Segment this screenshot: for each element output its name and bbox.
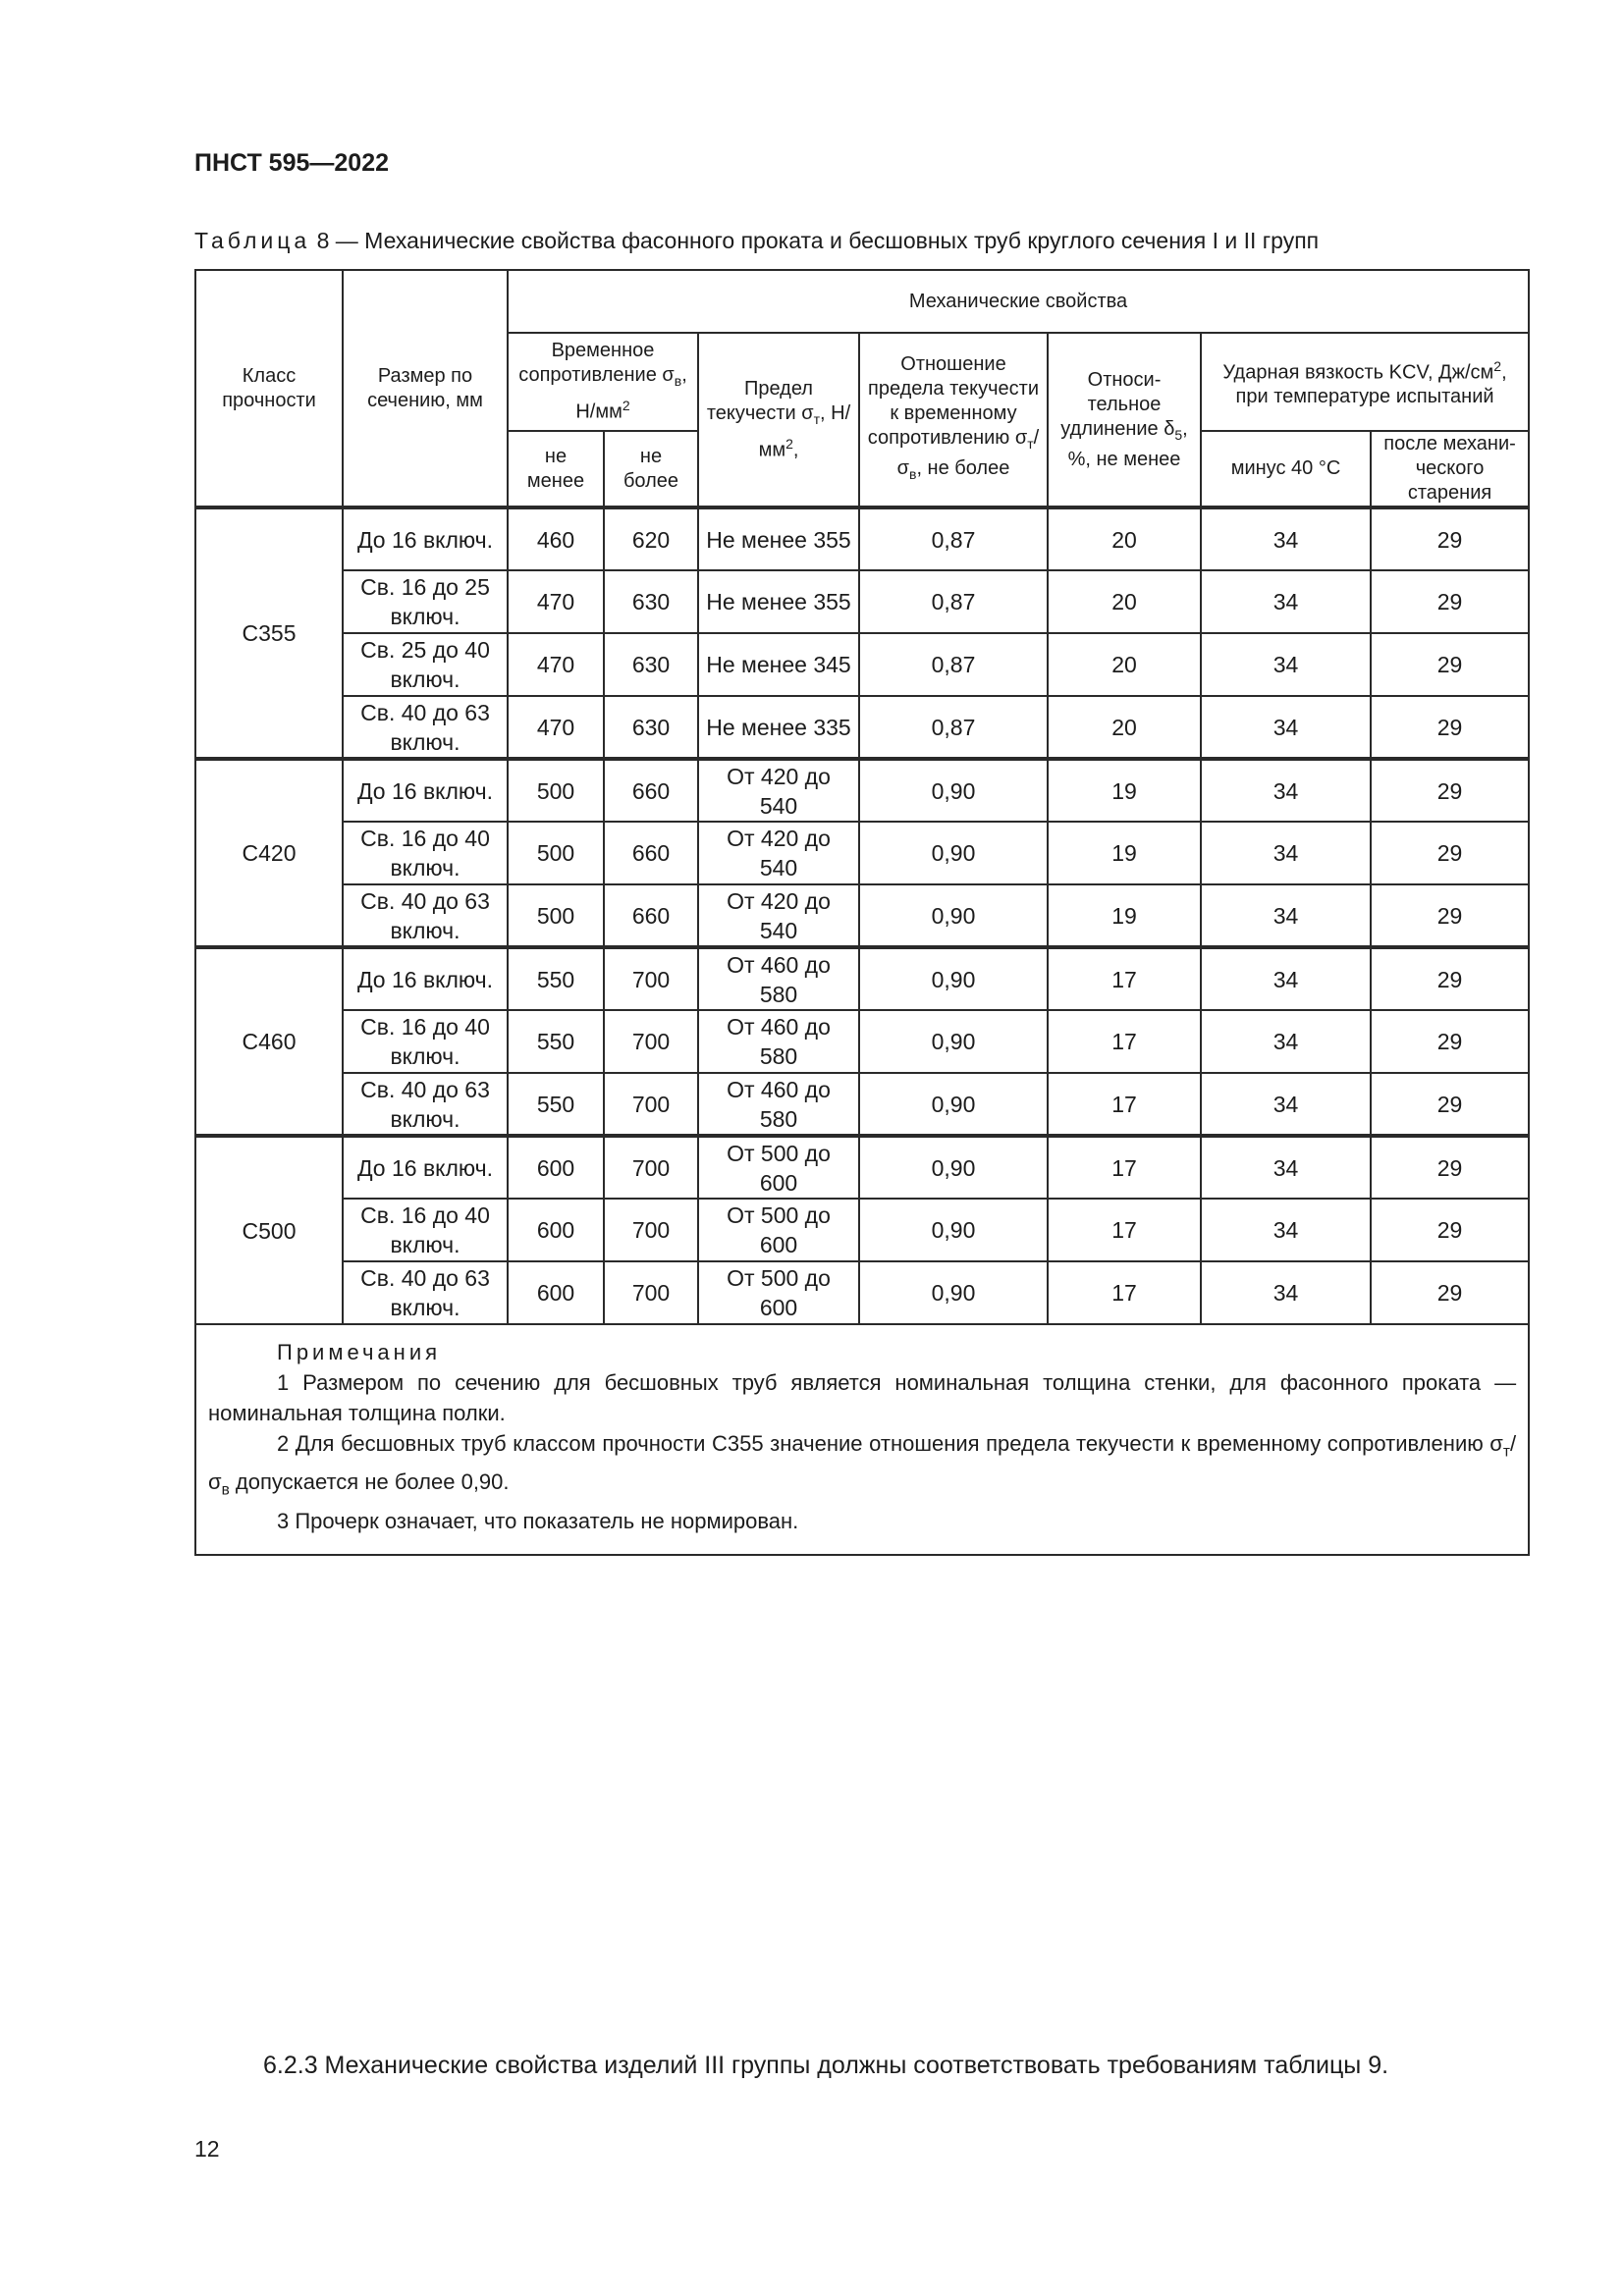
elongation-cell: 17 xyxy=(1048,947,1201,1010)
impact-minus40-cell: 34 xyxy=(1201,947,1371,1010)
size-cell: Св. 40 до 63 включ. xyxy=(343,884,508,947)
page-number: 12 xyxy=(194,2136,220,2162)
impact-minus40-cell: 34 xyxy=(1201,507,1371,570)
tensile-min-cell: 500 xyxy=(508,759,604,822)
elongation-cell: 20 xyxy=(1048,696,1201,759)
yield-strength-cell: От 500 до 600 xyxy=(698,1136,859,1199)
paragraph-6-2-3: 6.2.3 Механические свойства изделий III группы должны соответствовать требованиям таблицы 9. xyxy=(263,2052,1389,2079)
note-2: 2 Для бесшовных труб классом прочности С355 значение отношения предела текучести к временному сопротивлению $\sigma_т/\sigma_в$ допускается не более 0,90. xyxy=(208,1431,1517,1499)
tensile-max-cell: 630 xyxy=(604,696,698,759)
impact-aging-cell: 29 xyxy=(1371,884,1529,947)
impact-aging-cell: 29 xyxy=(1371,947,1529,1010)
impact-minus40-cell: 34 xyxy=(1201,1261,1371,1324)
tensile-min-cell: 550 xyxy=(508,1073,604,1136)
tensile-max-cell: 660 xyxy=(604,822,698,884)
yield-strength-cell: От 420 до 540 xyxy=(698,884,859,947)
tensile-max-cell: 700 xyxy=(604,947,698,1010)
size-cell: Св. 40 до 63 включ. xyxy=(343,1073,508,1136)
impact-minus40-cell: 34 xyxy=(1201,1199,1371,1261)
header-impact-after-aging: после механи-ческого старения xyxy=(1371,431,1529,507)
yield-strength-cell: От 460 до 580 xyxy=(698,1010,859,1073)
yield-strength-cell: От 500 до 600 xyxy=(698,1199,859,1261)
tensile-max-cell: 700 xyxy=(604,1010,698,1073)
table-row xyxy=(195,1010,1529,1073)
yield-strength-cell: От 420 до 540 xyxy=(698,822,859,884)
size-cell: Св. 25 до 40 включ. xyxy=(343,633,508,696)
impact-aging-cell: 29 xyxy=(1371,1010,1529,1073)
yield-ratio-cell: 0,87 xyxy=(859,507,1048,570)
size-cell: До 16 включ. xyxy=(343,759,508,822)
elongation-cell: 17 xyxy=(1048,1073,1201,1136)
elongation-cell: 20 xyxy=(1048,507,1201,570)
header-strength-class: Класс прочности xyxy=(195,270,343,507)
elongation-cell: 17 xyxy=(1048,1136,1201,1199)
yield-ratio-cell: 0,90 xyxy=(859,1136,1048,1199)
note-1: 1 Размером по сечению для бесшовных труб является номинальная толщина стенки, для фасонного проката — номинальная толщина полки. xyxy=(208,1370,1517,1425)
tensile-min-cell: 600 xyxy=(508,1199,604,1261)
yield-ratio-cell: 0,90 xyxy=(859,759,1048,822)
tensile-max-cell: 700 xyxy=(604,1199,698,1261)
yield-strength-cell: От 460 до 580 xyxy=(698,1073,859,1136)
tensile-max-cell: 630 xyxy=(604,570,698,633)
impact-minus40-cell: 34 xyxy=(1201,884,1371,947)
table-row xyxy=(195,696,1529,759)
tensile-min-cell: 500 xyxy=(508,884,604,947)
strength-class-cell: С420 xyxy=(195,759,343,947)
impact-minus40-cell: 34 xyxy=(1201,1010,1371,1073)
tensile-max-cell: 660 xyxy=(604,759,698,822)
elongation-cell: 19 xyxy=(1048,884,1201,947)
header-impact-minus40: минус 40 °С xyxy=(1201,431,1371,507)
elongation-cell: 19 xyxy=(1048,759,1201,822)
size-cell: Св. 16 до 25 включ. xyxy=(343,570,508,633)
header-mechanical-properties: Механические свойства xyxy=(508,270,1529,333)
header-tensile-min: не менее xyxy=(508,431,604,507)
impact-minus40-cell: 34 xyxy=(1201,570,1371,633)
yield-strength-cell: Не менее 355 xyxy=(698,570,859,633)
elongation-cell: 17 xyxy=(1048,1261,1201,1324)
yield-ratio-cell: 0,90 xyxy=(859,947,1048,1010)
table-row xyxy=(195,822,1529,884)
elongation-cell: 17 xyxy=(1048,1010,1201,1073)
yield-ratio-cell: 0,90 xyxy=(859,884,1048,947)
tensile-max-cell: 700 xyxy=(604,1073,698,1136)
header-tensile-max: не более xyxy=(604,431,698,507)
header-yield-strength: Предел текучести $\sigma_т$, $Н/мм^2$, xyxy=(698,333,859,507)
yield-ratio-cell: 0,87 xyxy=(859,696,1048,759)
table-caption-text: 8 — Механические свойства фасонного проката и бесшовных труб круглого сечения I и II групп xyxy=(310,228,1320,253)
impact-minus40-cell: 34 xyxy=(1201,696,1371,759)
impact-aging-cell: 29 xyxy=(1371,1136,1529,1199)
yield-ratio-cell: 0,87 xyxy=(859,633,1048,696)
tensile-min-cell: 500 xyxy=(508,822,604,884)
tensile-min-cell: 470 xyxy=(508,633,604,696)
size-cell: Св. 16 до 40 включ. xyxy=(343,1010,508,1073)
tensile-min-cell: 470 xyxy=(508,570,604,633)
table-caption xyxy=(194,228,1319,254)
table-row xyxy=(195,1073,1529,1136)
impact-minus40-cell: 34 xyxy=(1201,633,1371,696)
size-cell: Св. 16 до 40 включ. xyxy=(343,1199,508,1261)
yield-ratio-cell: 0,90 xyxy=(859,1199,1048,1261)
table-row xyxy=(195,947,1529,1010)
table-row xyxy=(195,884,1529,947)
strength-class-cell: С355 xyxy=(195,507,343,759)
strength-class-cell: С500 xyxy=(195,1136,343,1324)
header-elongation: Относи-тельное удлинение $\delta_5$, %, не менее xyxy=(1048,333,1201,507)
size-cell: Св. 40 до 63 включ. xyxy=(343,1261,508,1324)
impact-minus40-cell: 34 xyxy=(1201,1073,1371,1136)
size-cell: До 16 включ. xyxy=(343,507,508,570)
tensile-max-cell: 700 xyxy=(604,1136,698,1199)
mechanical-properties-table xyxy=(194,269,1530,1556)
size-cell: До 16 включ. xyxy=(343,1136,508,1199)
yield-ratio-cell: 0,87 xyxy=(859,570,1048,633)
yield-strength-cell: Не менее 345 xyxy=(698,633,859,696)
impact-aging-cell: 29 xyxy=(1371,633,1529,696)
size-cell: Св. 16 до 40 включ. xyxy=(343,822,508,884)
impact-minus40-cell: 34 xyxy=(1201,1136,1371,1199)
tensile-max-cell: 700 xyxy=(604,1261,698,1324)
size-cell: До 16 включ. xyxy=(343,947,508,1010)
table-row xyxy=(195,759,1529,822)
notes-title: Примечания xyxy=(277,1340,442,1364)
table-row xyxy=(195,633,1529,696)
yield-ratio-cell: 0,90 xyxy=(859,822,1048,884)
impact-aging-cell: 29 xyxy=(1371,759,1529,822)
elongation-cell: 17 xyxy=(1048,1199,1201,1261)
header-yield-ratio: Отношение предела текучести к временному сопротивлению $\sigma_т/\sigma_в$, не более xyxy=(859,333,1048,507)
impact-aging-cell: 29 xyxy=(1371,822,1529,884)
tensile-min-cell: 470 xyxy=(508,696,604,759)
impact-aging-cell: 29 xyxy=(1371,507,1529,570)
yield-strength-cell: Не менее 355 xyxy=(698,507,859,570)
elongation-cell: 20 xyxy=(1048,633,1201,696)
impact-aging-cell: 29 xyxy=(1371,570,1529,633)
impact-aging-cell: 29 xyxy=(1371,1261,1529,1324)
table-row xyxy=(195,1199,1529,1261)
table-caption-label: Таблица xyxy=(194,228,311,253)
tensile-max-cell: 620 xyxy=(604,507,698,570)
tensile-min-cell: 460 xyxy=(508,507,604,570)
tensile-min-cell: 550 xyxy=(508,1010,604,1073)
header-impact-toughness: Ударная вязкость KCV, $Дж/см^2$, при температуре испытаний xyxy=(1201,333,1529,431)
elongation-cell: 19 xyxy=(1048,822,1201,884)
yield-strength-cell: Не менее 335 xyxy=(698,696,859,759)
table-row xyxy=(195,570,1529,633)
table-row xyxy=(195,1136,1529,1199)
impact-aging-cell: 29 xyxy=(1371,696,1529,759)
impact-aging-cell: 29 xyxy=(1371,1199,1529,1261)
impact-aging-cell: 29 xyxy=(1371,1073,1529,1136)
tensile-max-cell: 630 xyxy=(604,633,698,696)
impact-minus40-cell: 34 xyxy=(1201,822,1371,884)
size-cell: Св. 40 до 63 включ. xyxy=(343,696,508,759)
header-tensile-strength: Временное сопротивление $\sigma_в$, $Н/мм^2$ xyxy=(508,333,698,431)
elongation-cell: 20 xyxy=(1048,570,1201,633)
table-row xyxy=(195,507,1529,570)
table-row xyxy=(195,1261,1529,1324)
table-notes xyxy=(195,1324,1529,1555)
yield-strength-cell: От 460 до 580 xyxy=(698,947,859,1010)
impact-minus40-cell: 34 xyxy=(1201,759,1371,822)
yield-strength-cell: От 500 до 600 xyxy=(698,1261,859,1324)
yield-ratio-cell: 0,90 xyxy=(859,1073,1048,1136)
tensile-max-cell: 660 xyxy=(604,884,698,947)
yield-ratio-cell: 0,90 xyxy=(859,1261,1048,1324)
tensile-min-cell: 550 xyxy=(508,947,604,1010)
header-section-size: Размер по сечению, мм xyxy=(343,270,508,507)
document-code: ПНСТ 595—2022 xyxy=(194,149,389,177)
tensile-min-cell: 600 xyxy=(508,1261,604,1324)
table-body xyxy=(195,507,1529,1324)
strength-class-cell: С460 xyxy=(195,947,343,1136)
yield-strength-cell: От 420 до 540 xyxy=(698,759,859,822)
yield-ratio-cell: 0,90 xyxy=(859,1010,1048,1073)
note-3: 3 Прочерк означает, что показатель не нормирован. xyxy=(277,1508,799,1533)
tensile-min-cell: 600 xyxy=(508,1136,604,1199)
